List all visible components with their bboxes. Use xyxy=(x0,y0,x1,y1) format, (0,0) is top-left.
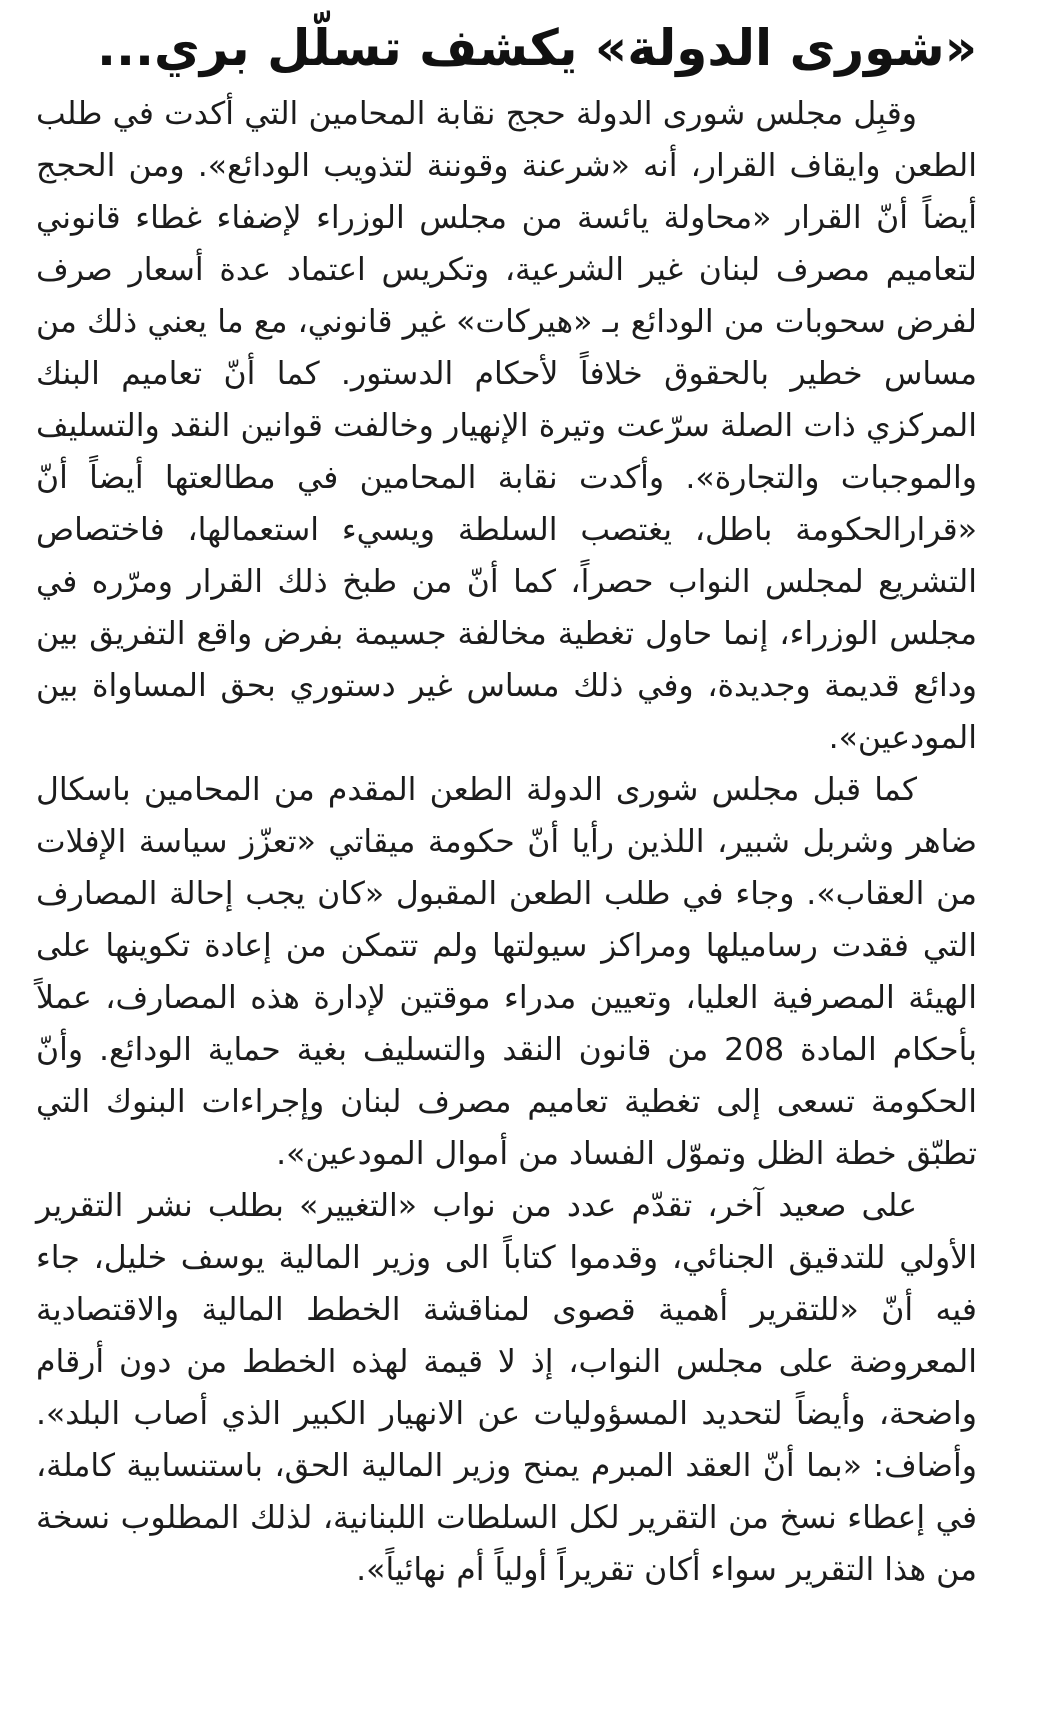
article-paragraph-3: على صعيد آخر، تقدّم عدد من نواب «التغيير» بطلب نشر التقرير الأولي للتدقيق الجنائي، وقدموا كتاباً الى وزير المالية يوسف خليل، جاء فيه أنّ «للتقرير أهمية قصوى لمناقشة الخطط المالية والاقتصادية المعروضة على مجلس النواب، إذ لا قيمة لهذه الخطط من دون أرقام واضحة، وأيضاً لتحديد المسؤوليات عن الانهيار الكبير الذي أصاب البلد». وأضاف: «بما أنّ العقد المبرم يمنح وزير المالية الحق، باستنسابية كاملة، في إعطاء نسخ من التقرير لكل السلطات اللبنانية، لذلك المطلوب نسخة من هذا التقرير سواء أكان تقريراً أولياً أم نهائياً». xyxy=(36,1188,977,1588)
article-headline: «شورى الدولة» يكشف تسلّل بري... xyxy=(97,19,977,77)
article-body xyxy=(36,88,977,1596)
article-paragraph-2: كما قبل مجلس شورى الدولة الطعن المقدم من المحامين باسكال ضاهر وشربل شبير، اللذين رأيا أنّ حكومة ميقاتي «تعزّز سياسة الإفلات من العقاب». وجاء في طلب الطعن المقبول «كان يجب إحالة المصارف التي فقدت رساميلها ومراكز سيولتها ولم تتمكن من إعادة تكوينها على الهيئة المصرفية العليا، وتعيين مدراء موقتين لإدارة هذه المصارف، عملاً بأحكام المادة 208 من قانون النقد والتسليف بغية حماية الودائع. وأنّ الحكومة تسعى إلى تغطية تعاميم مصرف لبنان وإجراءات البنوك التي تطبّق خطة الظل وتموّل الفساد من أموال المودعين». xyxy=(36,772,977,1172)
article-paragraph-1: وقبِل مجلس شورى الدولة حجج نقابة المحامين التي أكدت في طلب الطعن وايقاف القرار، أنه «شرعنة وقوننة لتذويب الودائع». ومن الحجج أيضاً أنّ القرار «محاولة يائسة من مجلس الوزراء لإضفاء غطاء قانوني لتعاميم مصرف لبنان غير الشرعية، وتكريس اعتماد عدة أسعار صرف لفرض سحوبات من الودائع بـ «هيركات» غير قانوني، مع ما يعني ذلك من مساس خطير بالحقوق خلافاً لأحكام الدستور. كما أنّ تعاميم البنك المركزي ذات الصلة سرّعت وتيرة الإنهيار وخالفت قوانين النقد والتسليف والموجبات والتجارة». وأكدت نقابة المحامين في مطالعتها أيضاً أنّ «قرارالحكومة باطل، يغتصب السلطة ويسيء استعمالها، فاختصاص التشريع لمجلس النواب حصراً، كما أنّ من طبخ ذلك القرار ومرّره في مجلس الوزراء، إنما حاول تغطية مخالفة جسيمة بفرض واقع التفريق بين ودائع قديمة وجديدة، وفي ذلك مساس غير دستوري بحق المساواة بين المودعين». xyxy=(36,96,977,756)
